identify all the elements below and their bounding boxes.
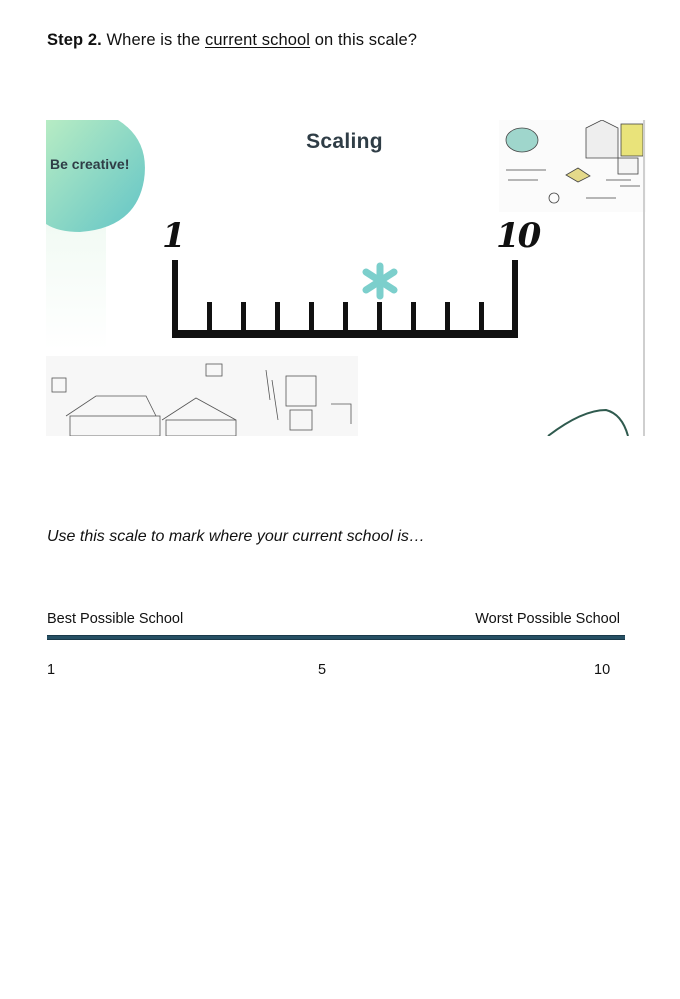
scaling-illustration-svg <box>46 120 648 436</box>
question-pre: Where is the <box>106 31 201 49</box>
ruler-start-label: 1 <box>162 216 186 256</box>
sketch-top-right <box>499 120 646 436</box>
instruction-text: Use this scale to mark where your current school is… <box>47 528 425 545</box>
scale-tick-10: 10 <box>594 662 611 678</box>
badge-blob <box>46 120 145 232</box>
question-underlined: current school <box>205 31 311 49</box>
step-label: Step 2. <box>47 31 102 49</box>
scale-tick-1: 1 <box>47 662 56 678</box>
scaling-illustration <box>46 120 648 436</box>
question-post: on this scale? <box>314 31 418 49</box>
decorative-curve <box>548 410 628 436</box>
faded-background <box>46 220 106 350</box>
badge-text: Be creative! <box>50 156 130 172</box>
scale-tick-5: 5 <box>318 662 327 678</box>
asterisk-marker <box>366 266 394 296</box>
worst-school-label: Worst Possible School <box>475 611 620 627</box>
best-school-label: Best Possible School <box>47 611 184 627</box>
sketch-bottom-left <box>46 356 358 436</box>
ruler-end-label: 10 <box>496 216 540 256</box>
step-heading <box>47 31 417 50</box>
scale-bar[interactable] <box>47 635 625 640</box>
scaling-title: Scaling <box>306 130 383 153</box>
ruler <box>172 260 518 338</box>
